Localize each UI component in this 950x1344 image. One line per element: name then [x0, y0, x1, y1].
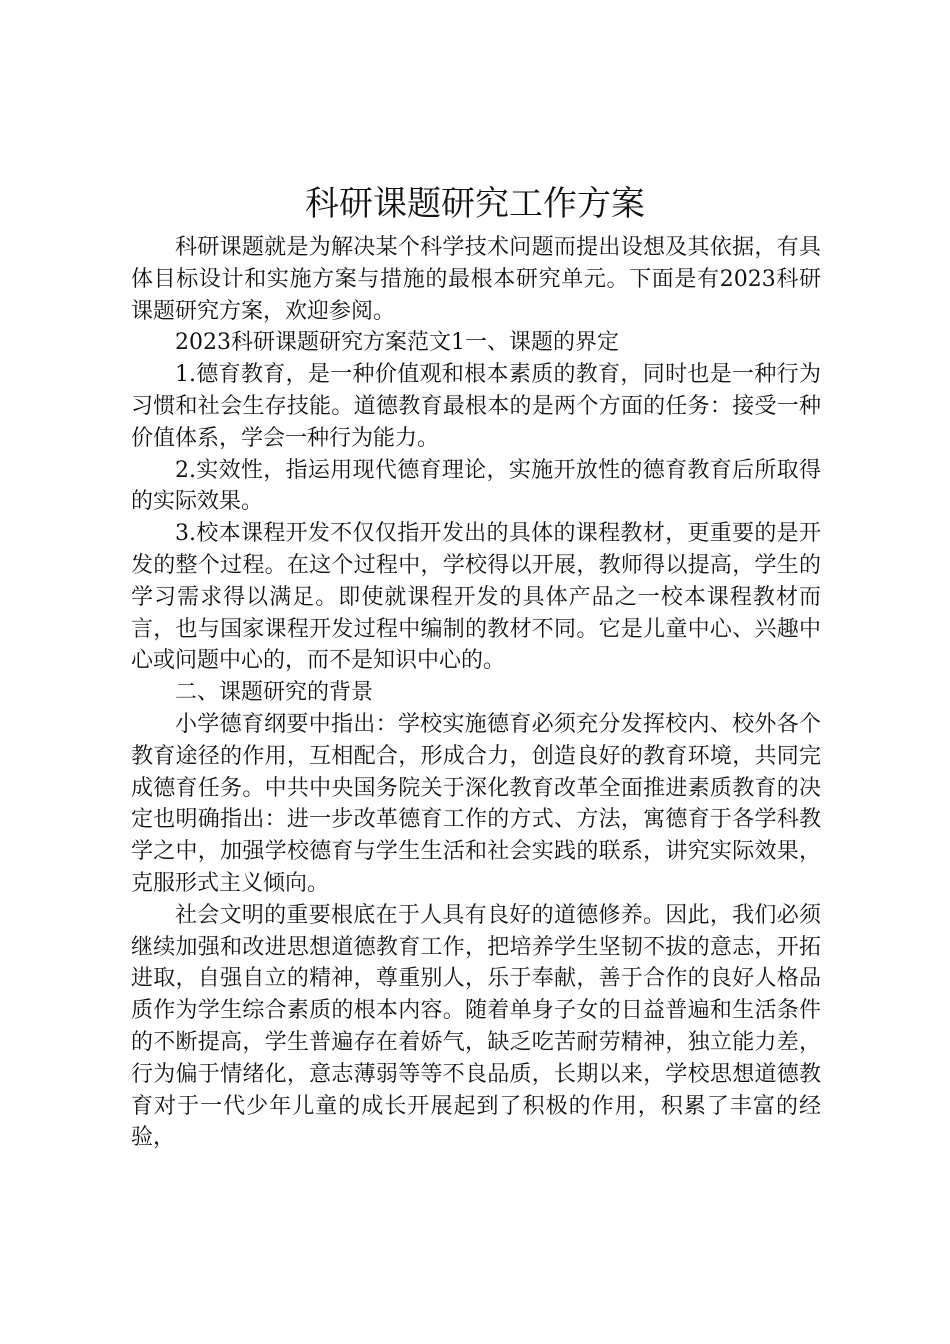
- paragraph-heading-1: 2023科研课题研究方案范文1一、课题的界定: [175, 330, 619, 356]
- document-title: 科研课题研究工作方案: [305, 184, 645, 224]
- paragraph-item-2: 2.实效性，指运用现代德育理论，实施开放性的德育教育后所取得的实际效果。: [131, 457, 821, 515]
- paragraph-background: 小学德育纲要中指出：学校实施德育必须充分发挥校内、校外各个教育途径的作用，互相配合，形成合力，创造良好的教育环境，共同完成德育任务。中共中央国务院关于深化教育改革全面推进素质教育的决定也明确指出：进一步改革德育工作的方式、方法，寓德育于各学科教学之中，加强学校德育与学生生活和社会实践的联系，讲究实际效果，克服形式主义倾向。: [131, 711, 821, 896]
- document-body: [131, 232, 821, 1154]
- paragraph-intro: 科研课题就是为解决某个科学技术问题而提出设想及其依据，有具体目标设计和实施方案与措施的最根本研究单元。下面是有2023科研课题研究方案，欢迎参阅。: [131, 235, 821, 324]
- paragraph-society: 社会文明的重要根底在于人具有良好的道德修养。因此，我们必须继续加强和改进思想道德教育工作，把培养学生坚韧不拔的意志，开拓进取，自强自立的精神，尊重别人，乐于奉献，善于合作的良好人格品质作为学生综合素质的根本内容。随着单身子女的日益普遍和生活条件的不断提高，学生普遍存在着娇气，缺乏吃苦耐劳精神，独立能力差，行为偏于情绪化，意志薄弱等等不良品质，长期以来，学校思想道德教育对于一代少年儿童的成长开展起到了积极的作用，积累了丰富的经验，: [131, 902, 821, 1151]
- paragraph-heading-2: 二、课题研究的背景: [175, 680, 374, 706]
- paragraph-item-3: 3.校本课程开发不仅仅指开发出的具体的课程教材，更重要的是开发的整个过程。在这个过程中，学校得以开展，教师得以提高，学生的学习需求得以满足。即使就课程开发的具体产品之一校本课程教材而言，也与国家课程开发过程中编制的教材不同。它是儿童中心、兴趣中心或问题中心的，而不是知识中心的。: [131, 521, 821, 674]
- paragraph-item-1: 1.德育教育，是一种价值观和根本素质的教育，同时也是一种行为习惯和社会生存技能。道德教育最根本的是两个方面的任务：接受一种价值体系，学会一种行为能力。: [131, 362, 821, 451]
